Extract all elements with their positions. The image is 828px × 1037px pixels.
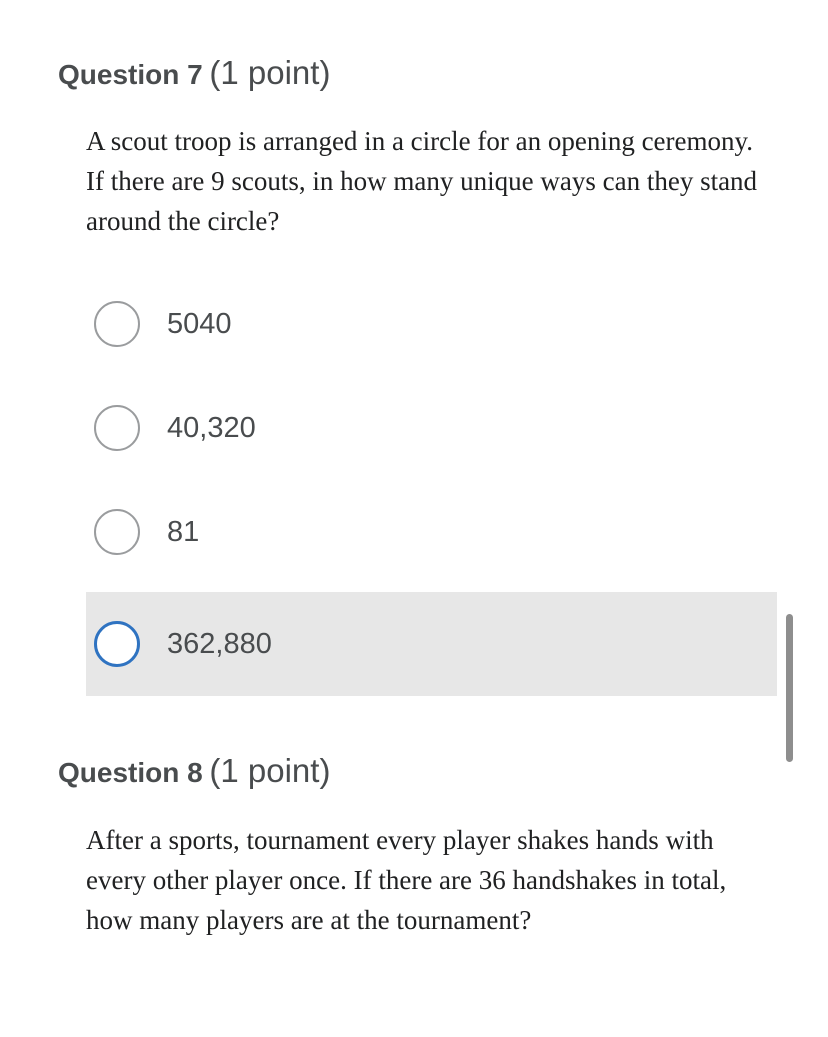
question-7-title: Question 7 <box>58 59 203 90</box>
answer-option-40320[interactable] <box>86 376 777 480</box>
question-7-text: A scout troop is arranged in a circle for an opening ceremony. If there are 9 scouts, in how many unique ways can they stand around the circle? <box>86 126 758 236</box>
question-7-heading <box>58 54 330 92</box>
scrollbar-thumb[interactable] <box>786 614 793 762</box>
radio-button[interactable] <box>94 405 140 451</box>
question-8-text: After a sports, tournament every player shakes hands with every other player once. If there are 36 handshakes in total, how many players are at the tournament? <box>86 825 727 935</box>
radio-button[interactable] <box>94 509 140 555</box>
answer-option-5040[interactable] <box>86 272 777 376</box>
answer-option-362880[interactable] <box>86 592 777 696</box>
option-label: 81 <box>167 516 200 548</box>
option-label: 40,320 <box>167 412 256 444</box>
answer-option-81[interactable] <box>86 480 777 584</box>
option-label: 5040 <box>167 308 232 340</box>
radio-button-selected[interactable] <box>94 621 140 667</box>
question-7-points: (1 point) <box>209 54 331 91</box>
question-8-title: Question 8 <box>58 757 203 788</box>
question-8-heading <box>58 752 330 790</box>
radio-button[interactable] <box>94 301 140 347</box>
option-label: 362,880 <box>167 628 272 660</box>
question-8-points: (1 point) <box>209 752 331 789</box>
